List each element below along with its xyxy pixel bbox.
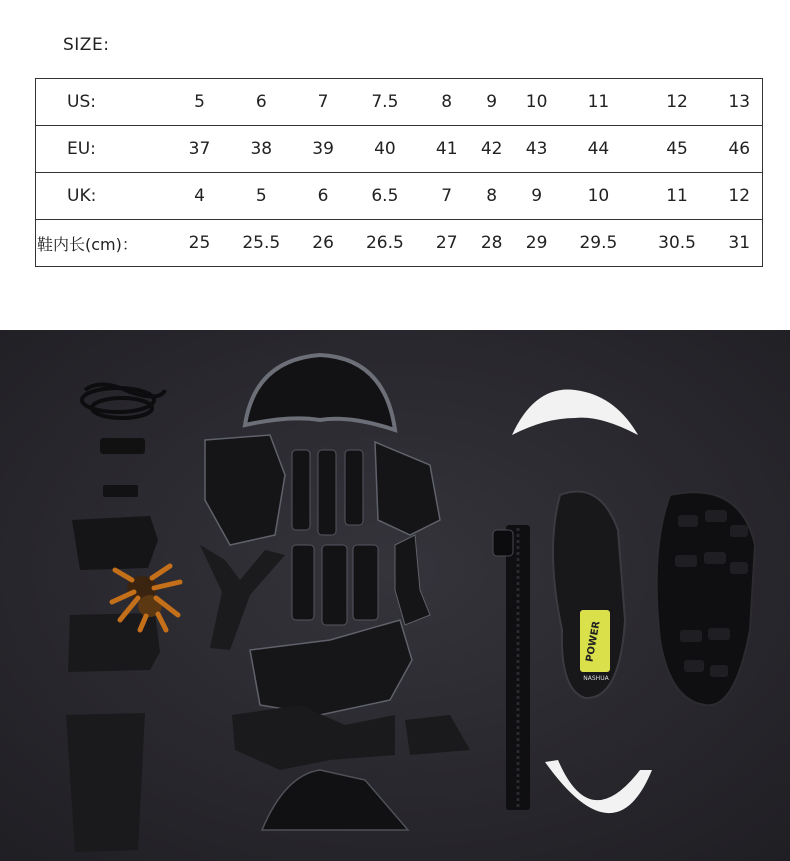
size-cell: 41 [424, 126, 469, 173]
size-cell: 6 [301, 173, 346, 220]
size-cell: 6.5 [346, 173, 425, 220]
size-row-label: 鞋内长(cm)： [36, 220, 178, 267]
size-cell: 38 [222, 126, 301, 173]
size-row [36, 79, 763, 126]
size-cell: 7 [301, 79, 346, 126]
size-cell: 9 [514, 173, 559, 220]
size-cell: 27 [424, 220, 469, 267]
size-cell: 11 [559, 79, 638, 126]
heel-piece-left [72, 516, 158, 570]
size-row-label: US: [36, 79, 178, 126]
size-cell: 25 [177, 220, 222, 267]
size-row-label: EU: [36, 126, 178, 173]
size-cell: 46 [716, 126, 762, 173]
size-cell: 28 [469, 220, 514, 267]
insole [553, 492, 625, 699]
label-strip [103, 485, 138, 497]
size-cell: 6 [222, 79, 301, 126]
size-row [36, 126, 763, 173]
size-row [36, 220, 763, 267]
size-cell: 5 [177, 79, 222, 126]
size-cell: 13 [716, 79, 762, 126]
size-cell: 5 [222, 173, 301, 220]
size-cell: 11 [638, 173, 717, 220]
insole-brand-text: POWER [584, 620, 603, 663]
size-row-label: UK: [36, 173, 178, 220]
size-cell: 4 [177, 173, 222, 220]
size-cell: 29 [514, 220, 559, 267]
insole-brand-subtext: NASHUA [583, 675, 609, 682]
size-cell: 37 [177, 126, 222, 173]
size-cell: 26 [301, 220, 346, 267]
size-cell: 25.5 [222, 220, 301, 267]
size-cell: 7.5 [346, 79, 425, 126]
lining-panel-left [66, 713, 145, 852]
size-cell: 30.5 [638, 220, 717, 267]
size-cell: 29.5 [559, 220, 638, 267]
size-cell: 45 [638, 126, 717, 173]
size-cell: 31 [716, 220, 762, 267]
size-cell: 10 [559, 173, 638, 220]
shoe-parts-photo [0, 330, 790, 861]
size-cell: 40 [346, 126, 425, 173]
size-cell: 7 [424, 173, 469, 220]
small-tab-piece [100, 438, 145, 454]
size-row [36, 173, 763, 220]
size-cell: 8 [424, 79, 469, 126]
size-table [35, 78, 763, 267]
size-cell: 39 [301, 126, 346, 173]
size-cell: 9 [469, 79, 514, 126]
size-cell: 10 [514, 79, 559, 126]
size-title: SIZE: [63, 35, 110, 55]
size-cell: 26.5 [346, 220, 425, 267]
size-cell: 12 [716, 173, 762, 220]
size-cell: 12 [638, 79, 717, 126]
size-cell: 43 [514, 126, 559, 173]
size-cell: 8 [469, 173, 514, 220]
size-cell: 42 [469, 126, 514, 173]
size-cell: 44 [559, 126, 638, 173]
